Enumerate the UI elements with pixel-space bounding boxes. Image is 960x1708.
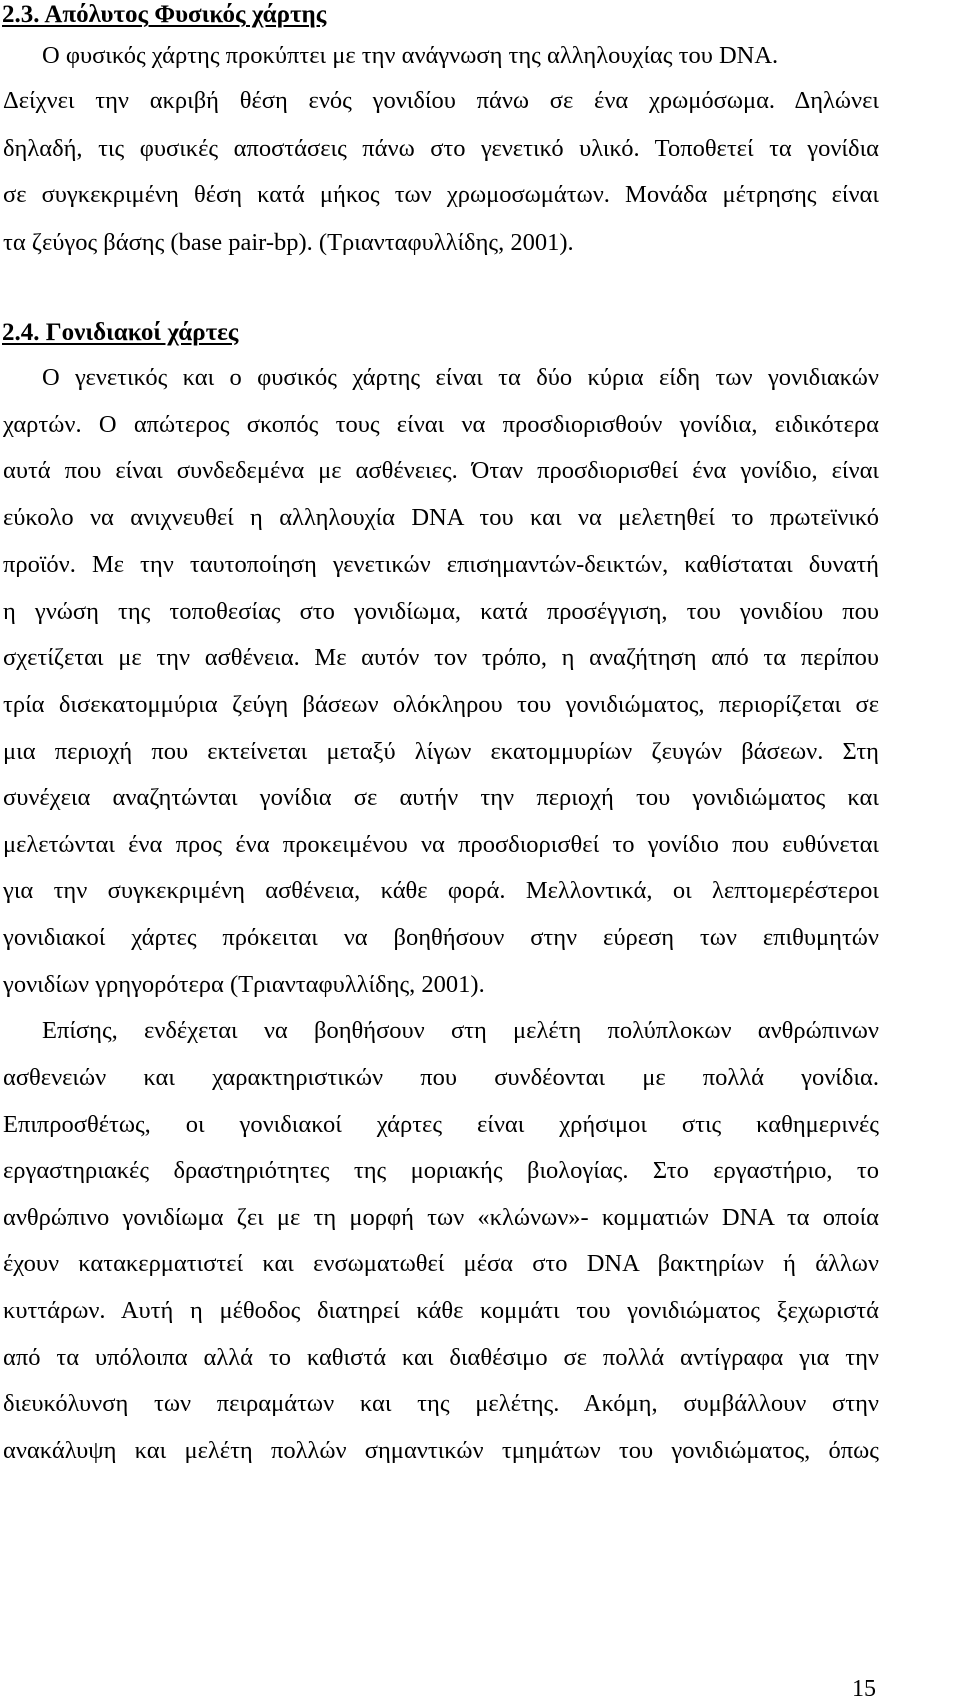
- paragraph-line: χαρτών. Ο απώτερος σκοπός τους είναι να προσδιορισθούν γονίδια, ειδικότερα: [3, 411, 879, 438]
- section-heading-2-3: 2.3. Απόλυτος Φυσικός χάρτης: [2, 1, 327, 28]
- paragraph-line: ασθενειών και χαρακτηριστικών που συνδέονται με πολλά γονίδια.: [3, 1064, 879, 1091]
- paragraph-line: τρία δισεκατομμύρια ζεύγη βάσεων ολόκληρου του γονιδιώματος, περιορίζεται σε: [3, 691, 879, 718]
- paragraph-line: ανθρώπινο γονιδίωμα ζει με τη μορφή των «κλώνων»- κομματιών DNA τα οποία: [3, 1204, 879, 1231]
- paragraph-line: προϊόν. Με την ταυτοποίηση γενετικών επισημαντών-δεικτών, καθίσταται δυνατή: [3, 551, 879, 578]
- paragraph-line: σε συγκεκριμένη θέση κατά μήκος των χρωμοσωμάτων. Μονάδα μέτρησης είναι: [3, 181, 879, 208]
- paragraph-line: από τα υπόλοιπα αλλά το καθιστά και διαθέσιμο σε πολλά αντίγραφα για την: [3, 1344, 879, 1371]
- paragraph-line: γονιδιακοί χάρτες πρόκειται να βοηθήσουν στην εύρεση των επιθυμητών: [3, 924, 879, 951]
- paragraph-line: Επίσης, ενδέχεται να βοηθήσουν στη μελέτη πολύπλοκων ανθρώπινων: [42, 1017, 879, 1044]
- paragraph-line: εργαστηριακές δραστηριότητες της μοριακής βιολογίας. Στο εργαστήριο, το: [3, 1157, 879, 1184]
- paragraph-line: δηλαδή, τις φυσικές αποστάσεις πάνω στο γενετικό υλικό. Τοποθετεί τα γονίδια: [3, 135, 879, 162]
- paragraph-line: Επιπροσθέτως, οι γονιδιακοί χάρτες είναι χρήσιμοι στις καθημερινές: [3, 1111, 879, 1138]
- paragraph-line: συνέχεια αναζητώνται γονίδια σε αυτήν την περιοχή του γονιδιώματος και: [3, 784, 879, 811]
- paragraph-line: Δείχνει την ακριβή θέση ενός γονιδίου πάνω σε ένα χρωμόσωμα. Δηλώνει: [3, 87, 879, 114]
- paragraph-line: κυττάρων. Αυτή η μέθοδος διατηρεί κάθε κομμάτι του γονιδιώματος ξεχωριστά: [3, 1297, 879, 1324]
- paragraph-line: μια περιοχή που εκτείνεται μεταξύ λίγων εκατομμυρίων ζευγών βάσεων. Στη: [3, 738, 879, 765]
- paragraph-line: τα ζεύγος βάσης (base pair-bp). (Τριανταφυλλίδης, 2001).: [3, 229, 574, 256]
- paragraph-line: εύκολο να ανιχνευθεί η αλληλουχία DNA του και να μελετηθεί το πρωτεϊνικό: [3, 504, 879, 531]
- paragraph-line: γονιδίων γρηγορότερα (Τριανταφυλλίδης, 2001).: [3, 971, 485, 998]
- paragraph-line: Ο γενετικός και ο φυσικός χάρτης είναι τα δύο κύρια είδη των γονιδιακών: [42, 364, 879, 391]
- paragraph-line: Ο φυσικός χάρτης προκύπτει με την ανάγνωση της αλληλουχίας του DNA.: [42, 42, 779, 69]
- paragraph-line: μελετώνται ένα προς ένα προκειμένου να προσδιορισθεί το γονίδιο που ευθύνεται: [3, 831, 879, 858]
- section-heading-2-4: 2.4. Γονιδιακοί χάρτες: [2, 319, 239, 346]
- paragraph-line: αυτά που είναι συνδεδεμένα με ασθένειες. Όταν προσδιορισθεί ένα γονίδιο, είναι: [3, 457, 879, 484]
- page-number: 15: [852, 1676, 876, 1702]
- paragraph-line: σχετίζεται με την ασθένεια. Με αυτόν τον τρόπο, η αναζήτηση από τα περίπου: [3, 644, 879, 671]
- paragraph-line: η γνώση της τοποθεσίας στο γονιδίωμα, κατά προσέγγιση, του γονιδίου που: [3, 598, 879, 625]
- paragraph-line: διευκόλυνση των πειραμάτων και της μελέτης. Ακόμη, συμβάλλουν στην: [3, 1390, 879, 1417]
- paragraph-line: για την συγκεκριμένη ασθένεια, κάθε φορά. Μελλοντικά, οι λεπτομερέστεροι: [3, 877, 879, 904]
- paragraph-line: έχουν κατακερματιστεί και ενσωματωθεί μέσα στο DNA βακτηρίων ή άλλων: [3, 1250, 879, 1277]
- paragraph-line: ανακάλυψη και μελέτη πολλών σημαντικών τμημάτων του γονιδιώματος, όπως: [3, 1437, 879, 1464]
